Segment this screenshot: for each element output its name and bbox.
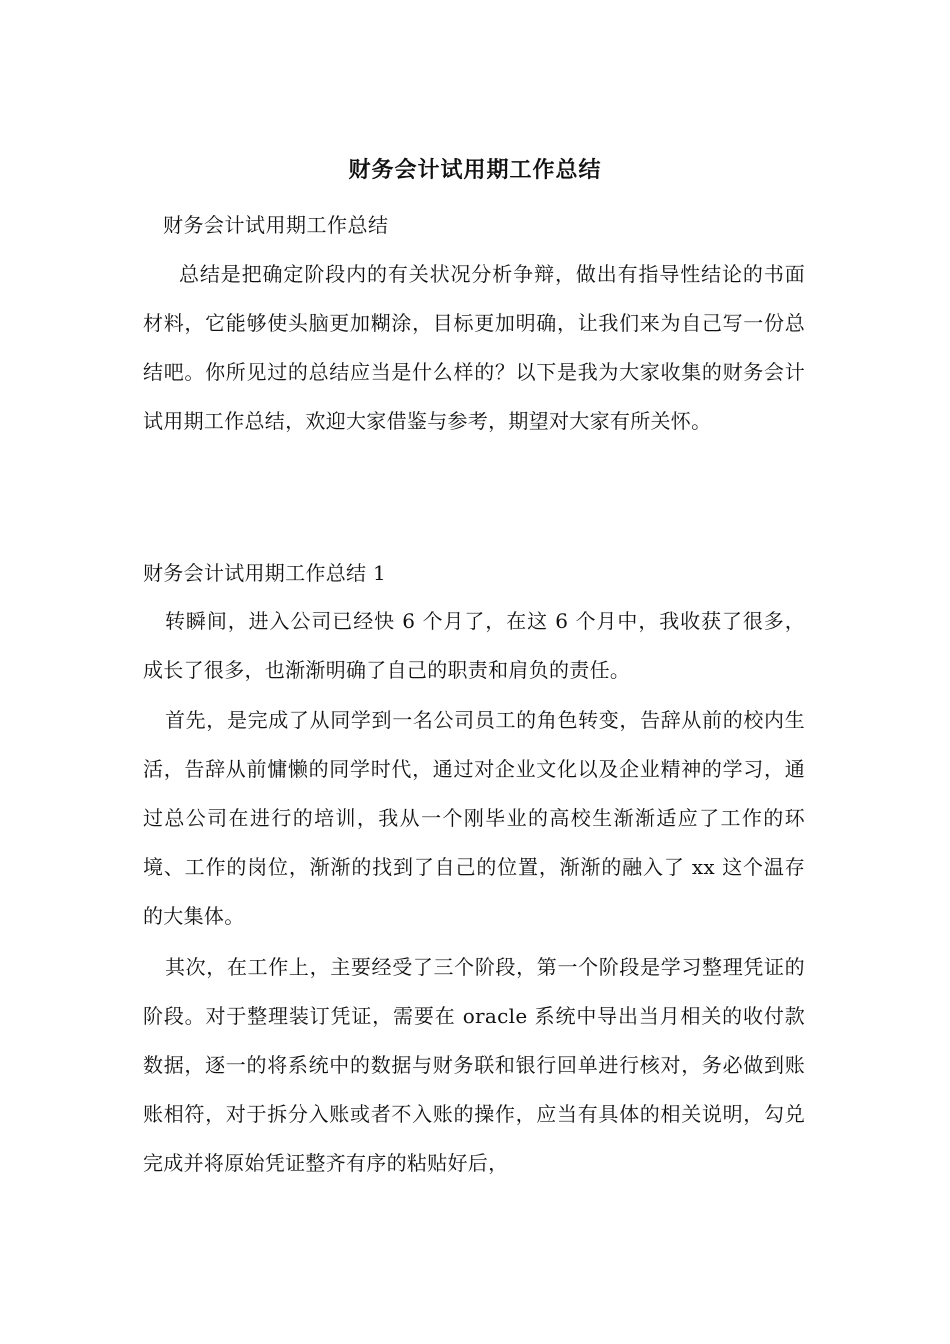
- body-paragraph-2: 首先，是完成了从同学到一名公司员工的角色转变，告辞从前的校内生活，告辞从前慵懒的同学时代，通过对企业文化以及企业精神的学习，通过总公司在进行的培训，我从一个刚毕业的高校生渐渐适应了工作的环境、工作的岗位，渐渐的找到了自己的位置，渐渐的融入了 xx 这个温存的大集体。: [143, 708, 805, 928]
- document-title: 财务会计试用期工作总结: [348, 157, 602, 183]
- body-paragraph-1: 转瞬间，进入公司已经快 6 个月了，在这 6 个月中，我收获了很多，成长了很多，也渐渐明确了自己的职责和肩负的责任。: [143, 609, 805, 682]
- intro-paragraph: 总结是把确定阶段内的有关状况分析争辩，做出有指导性结论的书面材料，它能够使头脑更加糊涂，目标更加明确，让我们来为自己写一份总结吧。你所见过的总结应当是什么样的？以下是我为大家收集的财务会计试用期工作总结，欢迎大家借鉴与参考，期望对大家有所关怀。: [143, 262, 805, 433]
- body-paragraph-3: 其次，在工作上，主要经受了三个阶段，第一个阶段是学习整理凭证的阶段。对于整理装订凭证，需要在 oracle 系统中导出当月相关的收付款数据，逐一的将系统中的数据与财务联和银行回单进行核对，务必做到账账相符，对于拆分入账或者不入账的操作，应当有具体的相关说明，勾兑完成并将原始凭证整齐有序的粘贴好后，: [143, 955, 805, 1175]
- document-subtitle: 财务会计试用期工作总结: [163, 213, 389, 237]
- section-heading: 财务会计试用期工作总结 1: [143, 561, 386, 585]
